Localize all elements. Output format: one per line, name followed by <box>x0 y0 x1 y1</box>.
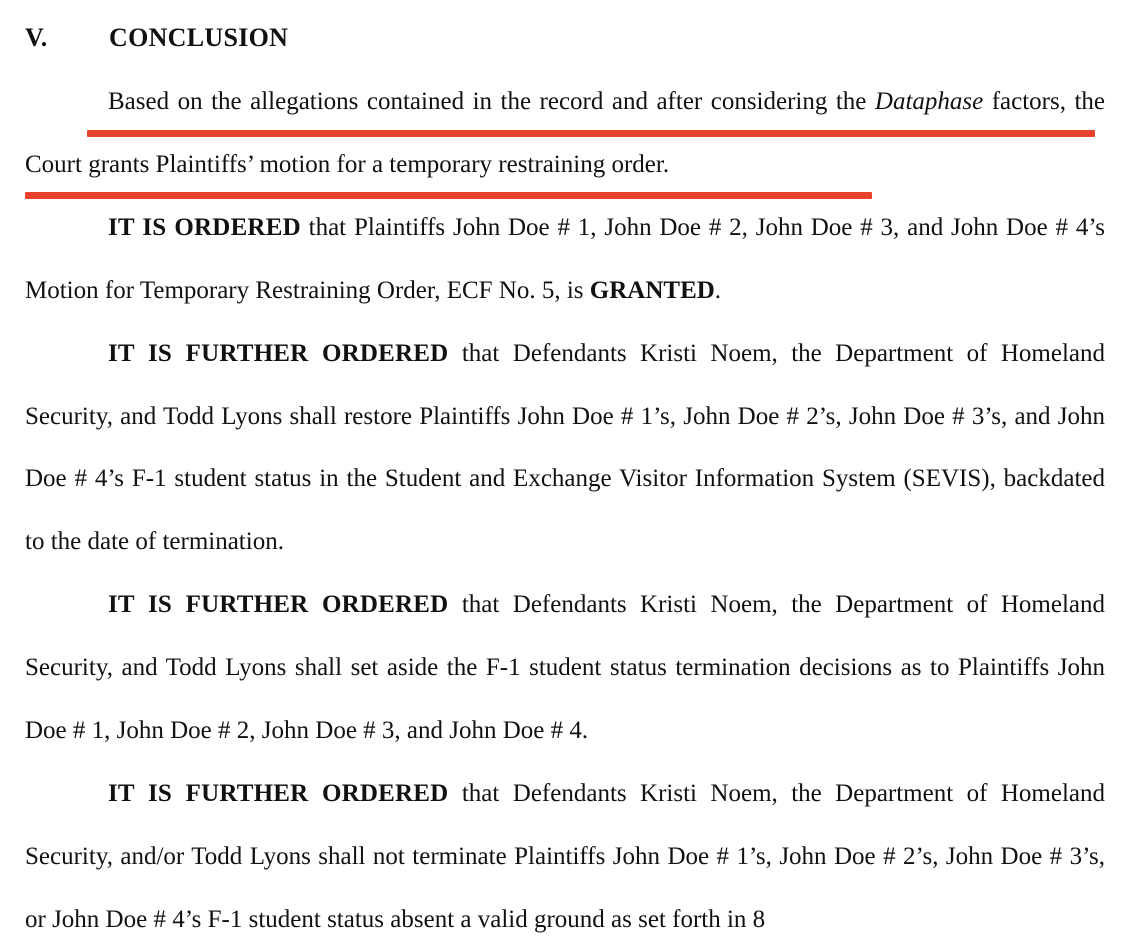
paragraph-order-restore <box>25 323 1105 575</box>
paragraph-text: that Plaintiffs John Doe # 1, John Doe # 2, John Doe # 3, and John Doe # 4’s Motion for Temporary Restraining Order, ECF No. 5, is <box>25 213 1105 304</box>
paragraph-order-granted <box>25 197 1105 323</box>
document-body <box>25 71 1105 952</box>
highlight-underline <box>87 130 1095 137</box>
paragraph-text: . <box>714 276 722 304</box>
section-heading <box>25 20 288 56</box>
paragraph-text: that Defendants Kristi Noem, the Department of Homeland Security, and/or Todd Lyons shall not terminate Plaintiffs John Doe # 1’s, John Doe # 2’s, John Doe # 3’s, or John Doe # 4’s F-1 student status absent a valid ground as set forth in 8 <box>25 779 1105 933</box>
highlight-underline <box>25 192 872 199</box>
paragraph-text: factors, the Court grants Plaintiffs’ motion for a temporary restraining order. <box>25 88 1106 178</box>
paragraph-order-not-terminate <box>25 763 1105 952</box>
order-label: IT IS FURTHER ORDERED <box>108 339 449 367</box>
granted-text: GRANTED <box>589 276 715 304</box>
paragraph-text: that Defendants Kristi Noem, the Department of Homeland Security, and Todd Lyons shall restore Plaintiffs John Doe # 1’s, John Doe # 2’s, John Doe # 3’s, and John Doe # 4’s F-1 student status in the Student and Exchange Visitor Information System (SEVIS), backdated to the date of termination. <box>25 339 1105 556</box>
paragraph-text: Based on the allegations contained in the record and after considering the <box>108 88 875 115</box>
section-number: V. <box>25 23 48 52</box>
order-label: IT IS FURTHER ORDERED <box>108 779 449 807</box>
section-title: CONCLUSION <box>109 23 289 52</box>
paragraph-text: that Defendants Kristi Noem, the Department of Homeland Security, and Todd Lyons shall set aside the F-1 student status termination decisions as to Plaintiffs John Doe # 1, John Doe # 2, John Doe # 3, and John Doe # 4. <box>25 591 1105 745</box>
order-label: IT IS FURTHER ORDERED <box>108 591 449 619</box>
order-label: IT IS ORDERED <box>108 213 301 241</box>
case-name-italic: Dataphase <box>874 88 984 115</box>
paragraph-order-set-aside <box>25 574 1105 763</box>
